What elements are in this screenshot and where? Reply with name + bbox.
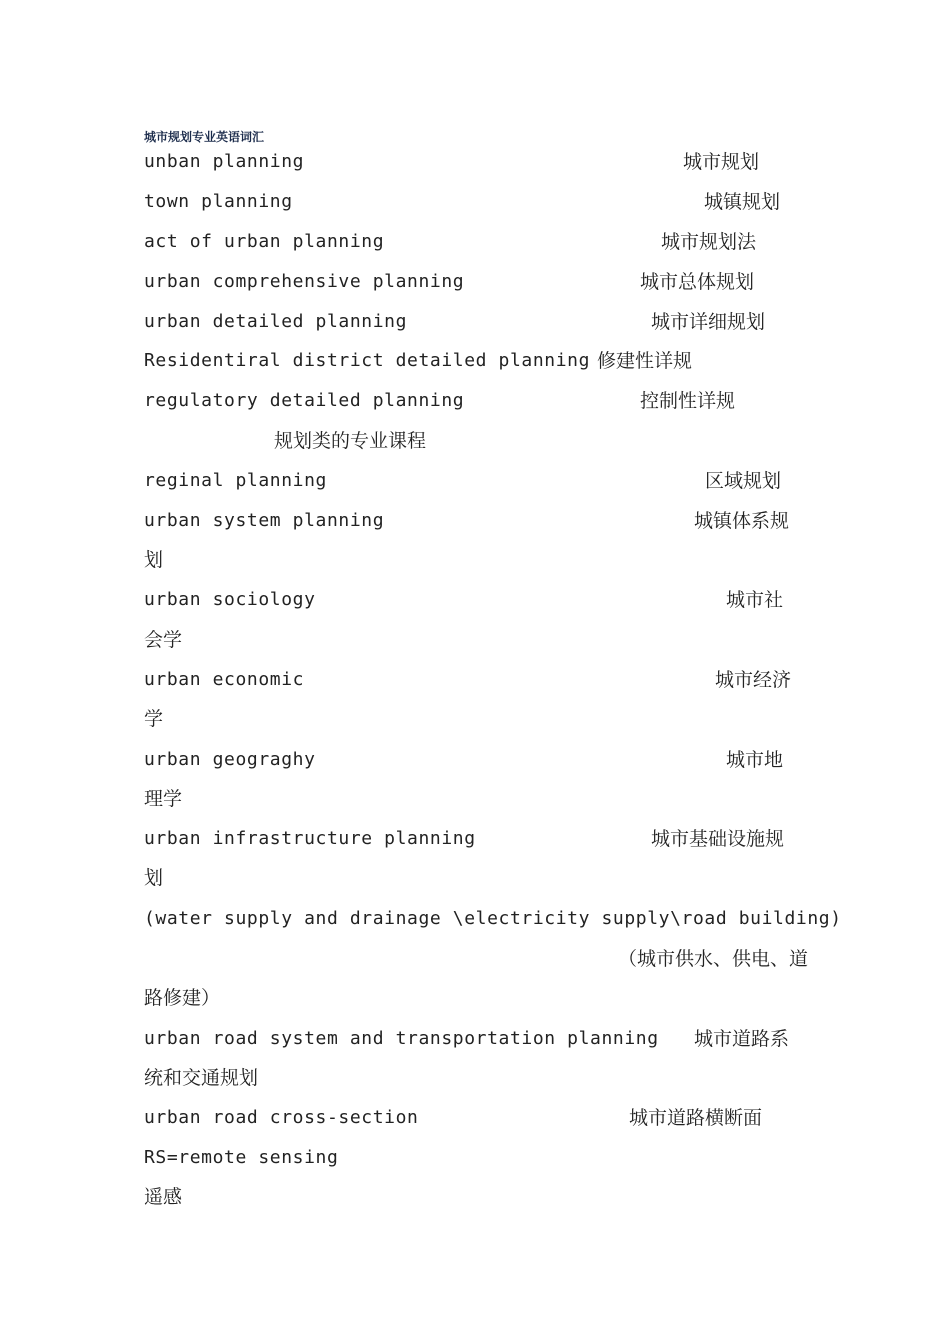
term-english: unban planning <box>144 151 305 172</box>
term-chinese: 城市规划 <box>683 151 760 173</box>
term-chinese: （城市供水、供电、道 <box>618 948 809 970</box>
term-chinese: 会学 <box>144 629 183 651</box>
term-chinese: 划 <box>144 549 164 571</box>
term-chinese: 划 <box>144 867 164 889</box>
term-chinese: 城镇规划 <box>704 191 781 213</box>
term-english: urban infrastructure planning <box>144 828 476 849</box>
term-english: urban geograghy <box>144 749 316 770</box>
term-english: urban sociology <box>144 589 316 610</box>
term-chinese: 控制性详规 <box>640 390 736 412</box>
term-english: (water supply and drainage \electricity supply\road building) <box>144 908 842 929</box>
term-chinese: 区域规划 <box>705 470 782 492</box>
term-english: urban system planning <box>144 510 385 531</box>
term-english: urban road system and transportation planning <box>144 1028 659 1049</box>
term-chinese: 城市地 <box>726 749 784 771</box>
term-chinese: 学 <box>144 708 164 730</box>
term-chinese: 统和交通规划 <box>144 1067 259 1089</box>
term-chinese: 城镇体系规 <box>694 510 790 532</box>
term-english: RS=remote sensing <box>144 1147 339 1168</box>
term-chinese: 城市社 <box>726 589 784 611</box>
term-english: urban detailed planning <box>144 311 408 332</box>
term-english: urban comprehensive planning <box>144 271 465 292</box>
term-chinese: 城市总体规划 <box>640 271 755 293</box>
term-chinese: 城市道路系 <box>694 1028 790 1050</box>
term-chinese: 城市详细规划 <box>651 311 766 333</box>
term-chinese: 路修建） <box>144 987 221 1009</box>
term-chinese: 规划类的专业课程 <box>274 430 427 452</box>
term-chinese: 城市规划法 <box>661 231 757 253</box>
term-chinese: 城市道路横断面 <box>629 1107 763 1129</box>
term-chinese: 城市经济 <box>715 669 792 691</box>
term-chinese: 城市基础设施规 <box>651 828 785 850</box>
term-chinese: 理学 <box>144 788 183 810</box>
term-english: act of urban planning <box>144 231 385 252</box>
term-chinese: 修建性详规 <box>597 350 693 372</box>
term-english: regulatory detailed planning <box>144 390 465 411</box>
term-english: reginal planning <box>144 470 327 491</box>
term-chinese: 遥感 <box>144 1186 183 1208</box>
term-english: town planning <box>144 191 293 212</box>
term-english: Residentiral district detailed planning <box>144 350 591 371</box>
term-english: urban road cross-section <box>144 1107 419 1128</box>
document-title: 城市规划专业英语词汇 <box>144 130 265 144</box>
term-english: urban economic <box>144 669 305 690</box>
